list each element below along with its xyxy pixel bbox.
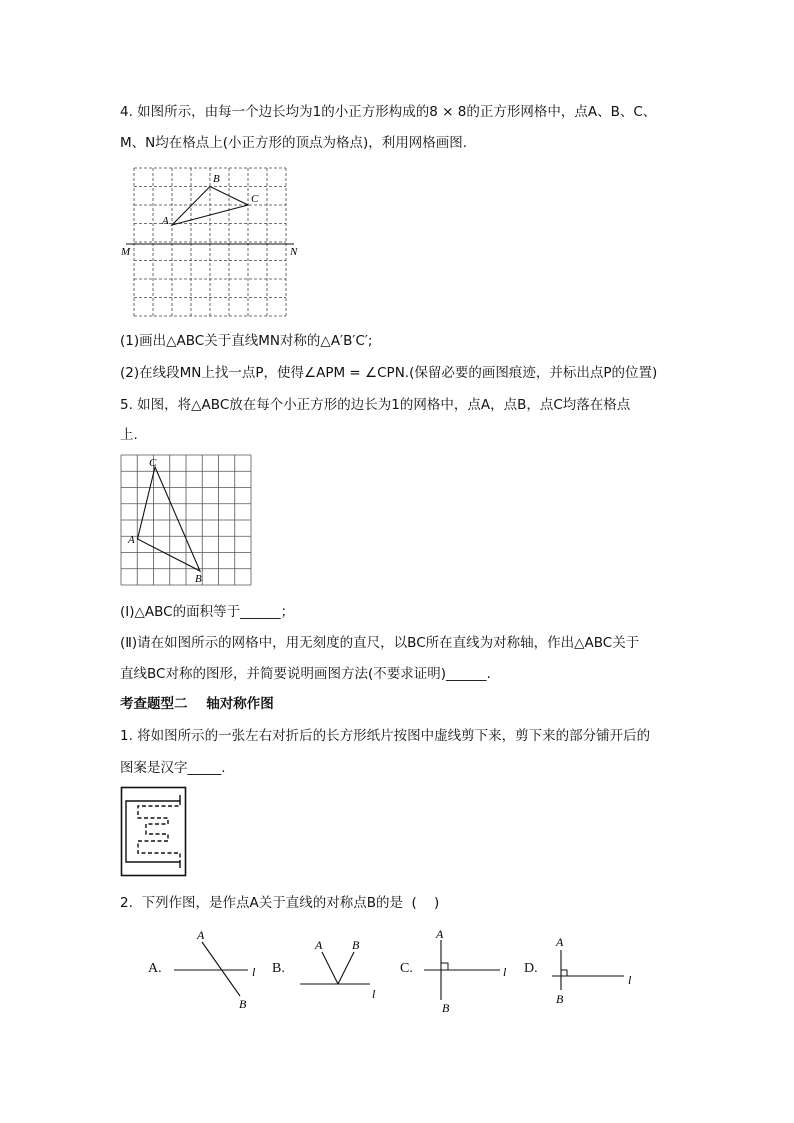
s2-line1: 2. 下列作图，是作点A关于直线的对称点B的是 ( ) (120, 895, 440, 911)
option-c-point-b: B (442, 1001, 450, 1015)
q4-label-n: N (290, 246, 298, 258)
option-d-figure[interactable] (546, 930, 642, 1010)
option-d-point-a: A (556, 935, 564, 949)
q5-label-c: C (149, 457, 157, 469)
option-b-figure[interactable] (294, 932, 386, 1002)
q5-grid-figure (118, 452, 254, 588)
option-c-figure[interactable] (420, 926, 516, 1016)
s1-dashed-cut (138, 801, 180, 862)
q5-line1: 5. 如图，将△ABC放在每个小正方形的边长为1的网格中，点A，点B，点C均落在格点 (120, 397, 631, 413)
option-d-point-b: B (556, 992, 564, 1006)
option-a-point-b: B (239, 997, 247, 1011)
q5-line2: 上. (120, 427, 138, 443)
q4-label-m: M (121, 246, 131, 258)
s1-line1: 1. 将如图所示的一张左右对折后的长方形纸片按图中虚线剪下来，剪下来的部分铺开后的 (120, 728, 651, 744)
q4-grid-figure (118, 162, 308, 322)
q5-triangle-abc (138, 467, 201, 571)
option-c-label[interactable]: C. (400, 961, 413, 976)
q5-label-a: A (128, 534, 135, 546)
s1-line2: 图案是汉字_____. (120, 760, 226, 776)
s1-paper-figure (120, 786, 188, 878)
q4-label-b: B (213, 173, 220, 185)
option-d-line-l: l (628, 973, 632, 987)
q5-grid (121, 455, 251, 585)
q5-label-b: B (195, 573, 202, 585)
option-a-line-l: l (252, 965, 256, 979)
option-b-point-b: B (352, 938, 360, 952)
q4-line1: 4. 如图所示，由每一个边长均为1的小正方形构成的8 × 8的正方形网格中，点A、B、C、 (120, 104, 657, 120)
q4-line2: M、N均在格点上(小正方形的顶点为格点)，利用网格画图. (120, 135, 468, 151)
option-a-point-a: A (197, 928, 205, 942)
q5-sub2a: (Ⅱ)请在如图所示的网格中，用无刻度的直尺，以BC所在直线为对称轴，作出△ABC关于 (120, 635, 640, 651)
option-b-line-l: l (372, 987, 376, 1001)
q4-sub2: (2)在线段MN上找一点P，使得∠APM = ∠CPN.(保留必要的画图痕迹，并标出点P的位置) (120, 365, 658, 381)
option-c-line-l: l (503, 965, 507, 979)
q5-sub1: (Ⅰ)△ABC的面积等于______； (120, 604, 295, 620)
option-c-point-a: A (436, 927, 444, 941)
option-d-label[interactable]: D. (524, 961, 538, 976)
option-b-point-a: A (315, 938, 323, 952)
option-a-label[interactable]: A. (148, 961, 162, 976)
q5-sub2b: 直线BC对称的图形，并简要说明画图方法(不要求证明)______. (120, 666, 491, 682)
q4-label-a: A (162, 215, 169, 227)
option-a-figure[interactable] (168, 926, 268, 1012)
section-title: 考查题型二 轴对称作图 (120, 696, 274, 712)
q4-label-c: C (251, 193, 259, 205)
option-b-label[interactable]: B. (272, 961, 285, 976)
q4-sub1: (1)画出△ABC关于直线MN对称的△A′B′C′; (120, 333, 373, 349)
q4-grid (134, 168, 286, 316)
